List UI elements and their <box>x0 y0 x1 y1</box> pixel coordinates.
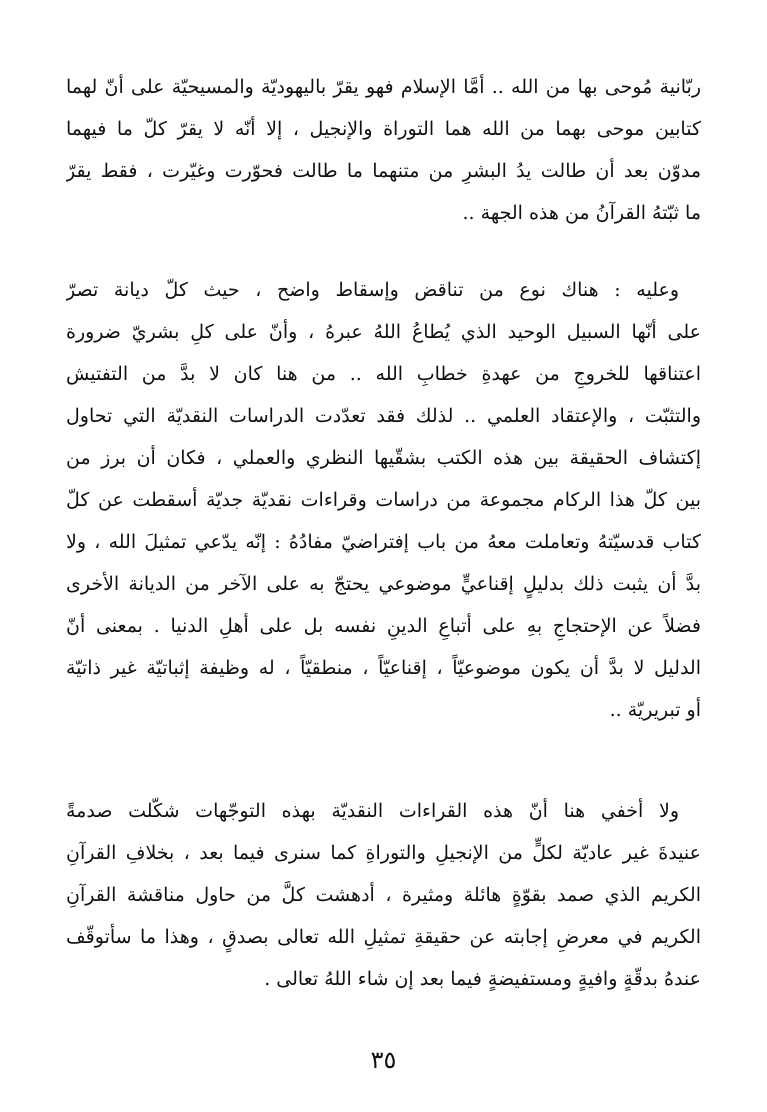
paragraph-line: وعليه : هناك نوع من تناقض وإسقاط واضح ، حيث كلّ ديانة تصرّ <box>66 279 679 301</box>
paragraph-line: عندهُ بدقّةٍ وافيةٍ ومستفيضةٍ فيما بعد إن شاء اللهُ تعالى . <box>264 968 701 990</box>
paragraph-line: ربّانية مُوحى بها من الله .. أمَّا الإسلام فهو يقرّ باليهوديّة والمسيحيّة على أنّ لهما <box>66 76 701 98</box>
paragraph-2 <box>66 269 701 731</box>
paragraph-line: أو تبريريّة .. <box>609 699 701 721</box>
paragraph-line: إكتشاف الحقيقة بين هذه الكتب بشقّيها النظري والعملي ، فكان أن برز من <box>66 447 701 469</box>
page-number: ٣٥ <box>370 1046 397 1074</box>
paragraph-line: كتاب قدسيّتهُ وتعاملت معهُ من باب إفتراضيّ مفادُهُ : إنّه يدّعي تمثيلَ الله ، ولا <box>66 531 701 553</box>
paragraph-line: ما ثبّتهُ القرآنُ من هذه الجهة .. <box>462 202 701 224</box>
paragraph-line: بدَّ أن يثبت ذلك بدليلٍ إقناعيٍّ موضوعي يحتجّ به على الآخر من الديانة الأخرى <box>66 573 701 595</box>
paragraph-line: عنيدةَ غير عاديّة لكلٍّ من الإنجيلِ والتوراةِ كما سنرى فيما بعد ، بخلافِ القرآنِ <box>66 842 701 864</box>
paragraph-line: الكريم الذي صمد بقوّةٍ هائلة ومثيرة ، أدهشت كلَّ من حاول مناقشة القرآنِ <box>66 884 701 906</box>
paragraph-line: اعتناقها للخروجِ من عهدةِ خطابِ الله .. من هنا كان لا بدَّ من التفتيش <box>66 363 701 385</box>
paragraph-line: فضلاً عن الإحتجاجِ بهِ على أتباعِ الدينِ نفسه بل على أهلِ الدنيا . بمعنى أنّ <box>66 615 701 637</box>
paragraph-line: مدوّن بعد أن طالت يدُ البشرِ من متنهما ما طالت فحوّرت وغيّرت ، فقط يقرّ <box>66 160 701 182</box>
paragraph-line: بين كلّ هذا الركام مجموعة من دراسات وقراءات نقديّة جديّة أسقطت عن كلّ <box>66 489 701 511</box>
paragraph-line: على أنّها السبيل الوحيد الذي يُطاعُ اللهُ عبرهُ ، وأنّ على كلِ بشريّ ضرورة <box>66 321 701 343</box>
paragraph-line: والتثبّت ، والإعتقاد العلمي .. لذلك فقد تعدّدت الدراسات النقديّة التي تحاول <box>66 405 701 427</box>
paragraph-line: ولا أخفي هنا أنّ هذه القراءات النقديّة بهذه التوجّهات شكّلت صدمةً <box>66 800 679 822</box>
paragraph-1 <box>66 66 701 234</box>
paragraph-line: كتابين موحى بهما من الله هما التوراة والإنجيل ، إلا أنّه لا يقرّ كلّ ما فيهما <box>66 118 701 140</box>
paragraph-3 <box>66 790 701 1000</box>
paragraph-line: الكريم في معرضِ إجابته عن حقيقةِ تمثيلِ الله تعالى بصدقٍ ، وهذا ما سأتوقّف <box>66 926 701 948</box>
paragraph-line: الدليل لا بدَّ أن يكون موضوعيّاً ، إقناعيّاً ، منطقيّاً ، له وظيفة إثباتيّة غير ذاتيّة <box>66 657 701 679</box>
